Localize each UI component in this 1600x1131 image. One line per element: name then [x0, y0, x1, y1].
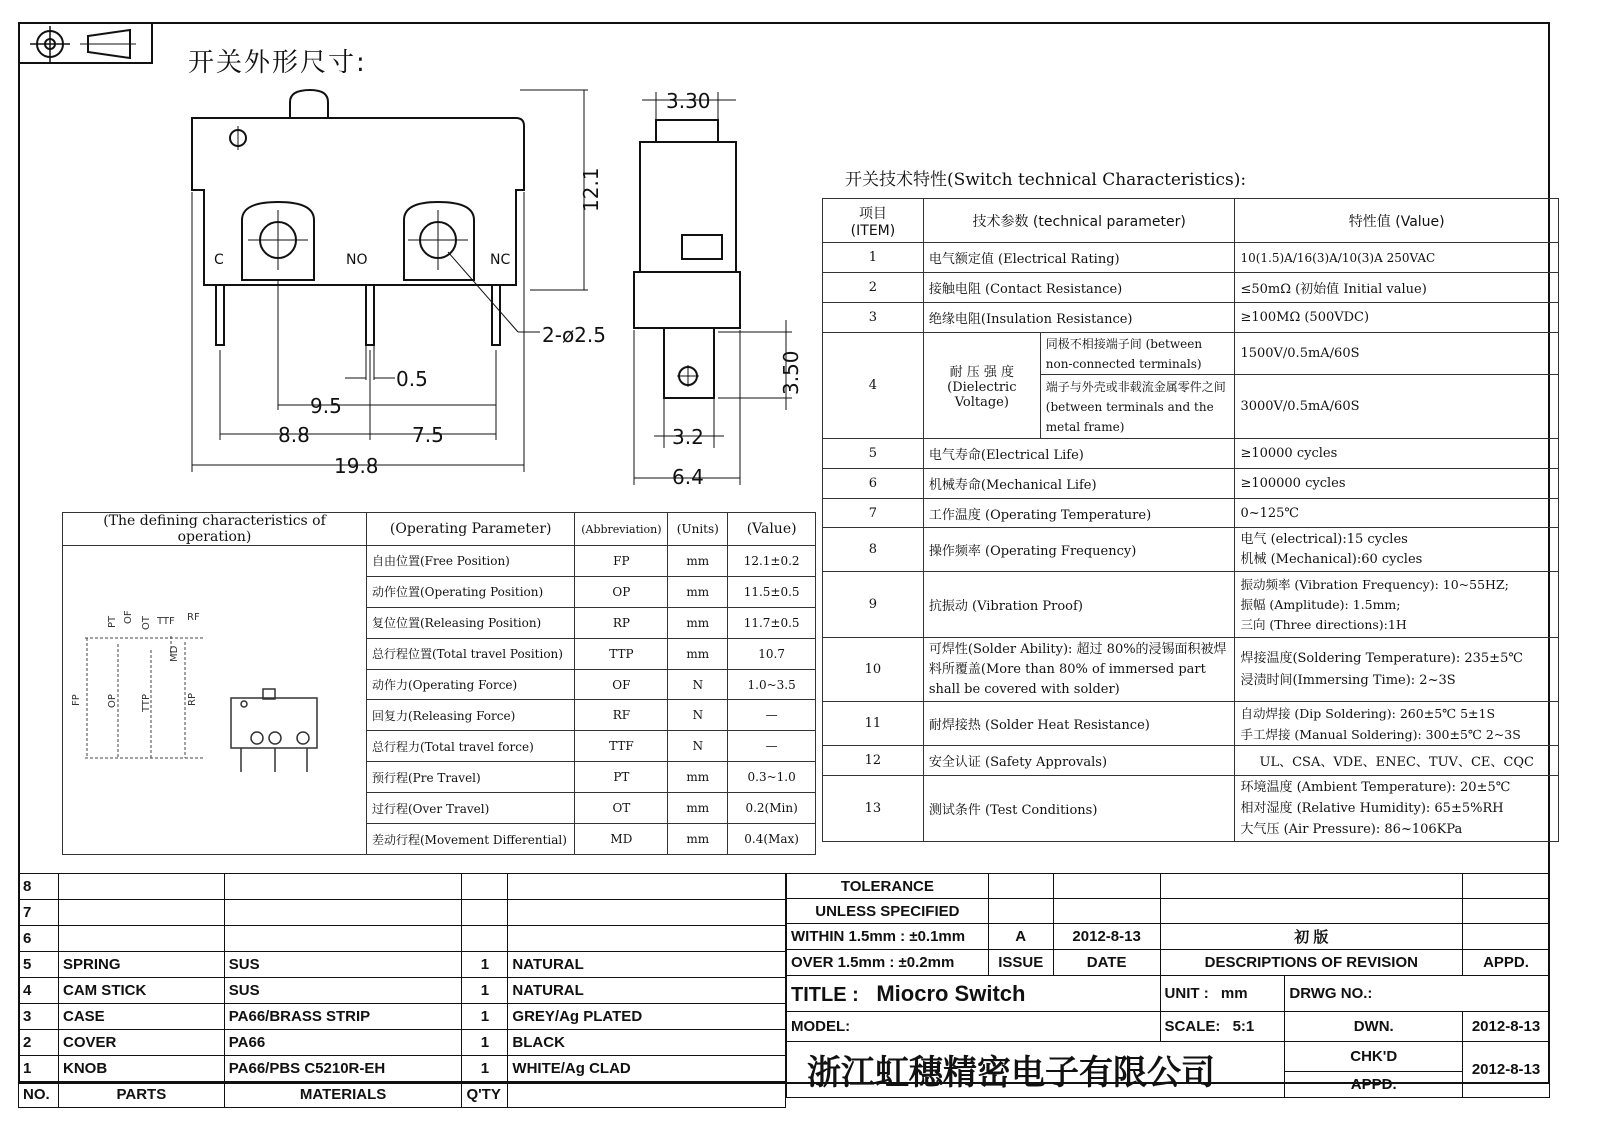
bom-material: PA66/BRASS STRIP	[224, 1004, 462, 1030]
op-row-abbr: RP	[575, 607, 668, 638]
bom-part: CASE	[58, 1004, 224, 1030]
op-header-value: (Value)	[728, 513, 816, 546]
tech-row-param: 耐 压 强 度 (Dielectric Voltage)	[923, 333, 1040, 439]
op-row-value: —	[728, 700, 816, 731]
header-date: DATE	[1053, 950, 1160, 976]
op-row-param: 复位位置(Releasing Position)	[367, 607, 575, 638]
op-row-param: 过行程(Over Travel)	[367, 793, 575, 824]
tech-row-value: ≥10000 cycles	[1235, 439, 1559, 469]
op-row-abbr: MD	[575, 824, 668, 855]
bom-finish	[508, 900, 786, 926]
bom-footer-qty: Q'TY	[462, 1082, 508, 1108]
tech-row-item: 8	[823, 528, 924, 572]
tech-row-item: 5	[823, 439, 924, 469]
bom-no: 2	[19, 1030, 59, 1056]
dim-hole: 2-ø2.5	[542, 323, 606, 347]
tech-row-value: ≥100000 cycles	[1235, 469, 1559, 499]
op-row-value: 1.0~3.5	[728, 669, 816, 700]
dim-9-5: 9.5	[310, 394, 342, 418]
tech-row-item: 12	[823, 746, 924, 776]
dim-3-2: 3.2	[672, 425, 704, 449]
dim-8-8: 8.8	[278, 423, 310, 447]
op-row-param: 自由位置(Free Position)	[367, 546, 575, 577]
title-label: TITLE :	[791, 983, 859, 1006]
bom-material: SUS	[224, 952, 462, 978]
tolerance-line-1: TOLERANCE	[787, 874, 989, 899]
bom-finish: WHITE/Ag CLAD	[508, 1056, 786, 1082]
bom-qty	[462, 900, 508, 926]
projection-icon	[18, 22, 153, 64]
dim-7-5: 7.5	[412, 423, 444, 447]
diagram-label-rp: RP	[187, 693, 198, 706]
op-row-param: 预行程(Pre Travel)	[367, 762, 575, 793]
bom-part	[58, 926, 224, 952]
dim-19-8: 19.8	[334, 454, 379, 478]
op-row-unit: mm	[668, 546, 728, 577]
tech-table	[822, 198, 1559, 842]
op-row-unit: N	[668, 669, 728, 700]
drawn-date: 2012-8-13	[1463, 1012, 1550, 1042]
op-row-abbr: FP	[575, 546, 668, 577]
diagram-label-ttp: TTP	[141, 693, 152, 712]
bom-qty: 1	[462, 952, 508, 978]
tolerance-line-3: WITHIN 1.5mm : ±0.1mm	[787, 924, 989, 950]
bom-part: COVER	[58, 1030, 224, 1056]
bom-footer-no: NO.	[19, 1082, 59, 1108]
bom-qty	[462, 874, 508, 900]
op-row-unit: mm	[668, 824, 728, 855]
op-row-unit: mm	[668, 793, 728, 824]
bom-qty: 1	[462, 1030, 508, 1056]
op-row-unit: N	[668, 700, 728, 731]
diagram-label-rf: RF	[187, 612, 200, 623]
scale-value: 5:1	[1232, 1018, 1255, 1035]
bom-qty: 1	[462, 978, 508, 1004]
op-row-unit: mm	[668, 576, 728, 607]
dim-0-5: 0.5	[396, 367, 428, 391]
tolerance-line-4: OVER 1.5mm : ±0.2mm	[787, 950, 989, 976]
op-row-abbr: TTP	[575, 638, 668, 669]
tech-row-item: 10	[823, 638, 924, 702]
tech-row-item: 7	[823, 499, 924, 528]
bom-part: KNOB	[58, 1056, 224, 1082]
diagram-label-op: OP	[107, 694, 118, 708]
tech-row-value: 1500V/0.5mA/60S	[1235, 333, 1559, 375]
terminal-no-label: NO	[346, 252, 368, 268]
op-row-abbr: RF	[575, 700, 668, 731]
op-row-unit: N	[668, 731, 728, 762]
page-title: 开关外形尺寸:	[188, 48, 367, 78]
bom-no: 3	[19, 1004, 59, 1030]
op-header-characteristics: (The defining characteristics of operation)	[63, 513, 367, 546]
diagram-label-fp: FP	[71, 694, 82, 706]
bom-material	[224, 926, 462, 952]
bom-finish: BLACK	[508, 1030, 786, 1056]
scale-label: SCALE:	[1164, 1018, 1221, 1035]
model-label: MODEL:	[787, 1012, 1161, 1042]
dim-3-30: 3.30	[666, 89, 711, 113]
bom-qty: 1	[462, 1056, 508, 1082]
operating-diagram	[63, 546, 366, 851]
bom-material	[224, 874, 462, 900]
bom-footer-materials: MATERIALS	[224, 1082, 462, 1108]
tech-row-value: 10(1.5)A/16(3)A/10(3)A 250VAC	[1235, 243, 1559, 273]
bom-finish: NATURAL	[508, 978, 786, 1004]
unit-label: UNIT :	[1164, 985, 1209, 1002]
company-name: 浙江虹穗精密电子有限公司	[787, 1042, 1285, 1098]
checked-label: CHK'D	[1285, 1042, 1463, 1072]
tech-row-param: 抗振动 (Vibration Proof)	[923, 572, 1235, 638]
op-row-abbr: TTF	[575, 731, 668, 762]
bom-finish	[508, 874, 786, 900]
tech-row-value: UL、CSA、VDE、ENEC、TUV、CE、CQC	[1235, 746, 1559, 776]
operating-table	[62, 512, 816, 855]
header-appd: APPD.	[1463, 950, 1550, 976]
checked-date: 2012-8-13	[1463, 1042, 1550, 1098]
op-row-param: 差动行程(Movement Differential)	[367, 824, 575, 855]
tech-row-param: 安全认证 (Safety Approvals)	[923, 746, 1235, 776]
tech-row-param: 绝缘电阻(Insulation Resistance)	[923, 303, 1235, 333]
tech-row-item: 6	[823, 469, 924, 499]
tolerance-line-2: UNLESS SPECIFIED	[787, 899, 989, 924]
tech-row-param: 可焊性(Solder Ability): 超过 80%的浸锡面积被焊料所覆盖(More than 80% of immersed part shall be covered with solder)	[923, 638, 1235, 702]
op-row-param: 回复力(Releasing Force)	[367, 700, 575, 731]
diagram-label-ot: OT	[141, 616, 152, 630]
bom-part	[58, 874, 224, 900]
op-header-units: (Units)	[668, 513, 728, 546]
tech-row-param: 测试条件 (Test Conditions)	[923, 776, 1235, 842]
tech-row-value: 自动焊接 (Dip Soldering): 260±5℃ 5±1S 手工焊接 (Manual Soldering): 300±5℃ 2~3S	[1235, 702, 1559, 746]
tech-row-param: 电气额定值 (Electrical Rating)	[923, 243, 1235, 273]
op-row-value: 12.1±0.2	[728, 546, 816, 577]
op-row-unit: mm	[668, 607, 728, 638]
tech-header-value: 特性值 (Value)	[1235, 199, 1559, 243]
bom-part: SPRING	[58, 952, 224, 978]
op-row-param: 总行程力(Total travel force)	[367, 731, 575, 762]
bom-no: 5	[19, 952, 59, 978]
tech-row-value: 焊接温度(Soldering Temperature): 235±5℃ 浸渍时间(Immersing Time): 2~3S	[1235, 638, 1559, 702]
revision-description: 初 版	[1160, 924, 1463, 950]
bom-footer-parts: PARTS	[58, 1082, 224, 1108]
tech-row-value: 电气 (electrical):15 cycles 机械 (Mechanical):60 cycles	[1235, 528, 1559, 572]
diagram-label-pt: PT	[107, 615, 118, 628]
op-row-value: 0.4(Max)	[728, 824, 816, 855]
tech-row-item: 11	[823, 702, 924, 746]
bom-qty: 1	[462, 1004, 508, 1030]
bom-no: 6	[19, 926, 59, 952]
dimension-drawing	[180, 80, 820, 490]
bom-part	[58, 900, 224, 926]
approved-label: APPD.	[1285, 1072, 1463, 1098]
op-row-param: 动作位置(Operating Position)	[367, 576, 575, 607]
op-row-param: 总行程位置(Total travel Position)	[367, 638, 575, 669]
bom-material: PA66	[224, 1030, 462, 1056]
op-row-unit: mm	[668, 762, 728, 793]
tech-row-value: ≥100MΩ (500VDC)	[1235, 303, 1559, 333]
tech-row-value: 振动频率 (Vibration Frequency): 10~55HZ; 振幅 (Amplitude): 1.5mm; 三向 (Three directions):1H	[1235, 572, 1559, 638]
tech-row-item: 2	[823, 273, 924, 303]
title-block	[786, 873, 1550, 1098]
tech-row-item: 9	[823, 572, 924, 638]
tech-row-param: 电气寿命(Electrical Life)	[923, 439, 1235, 469]
op-header-param: (Operating Parameter)	[367, 513, 575, 546]
dim-12-1: 12.1	[579, 167, 603, 212]
tech-header-item: 项目 (ITEM)	[823, 199, 924, 243]
bom-part: CAM STICK	[58, 978, 224, 1004]
tech-row-value: ≤50mΩ (初始值 Initial value)	[1235, 273, 1559, 303]
bom-no: 1	[19, 1056, 59, 1082]
tech-row-condition: 同极不相接端子间 (between non-connected terminals)	[1040, 333, 1235, 375]
tech-row-param: 操作频率 (Operating Frequency)	[923, 528, 1235, 572]
header-descriptions: DESCRIPTIONS OF REVISION	[1160, 950, 1463, 976]
tech-row-item: 4	[823, 333, 924, 439]
op-row-value: 10.7	[728, 638, 816, 669]
diagram-label-md: MD	[169, 645, 180, 662]
bom-material: PA66/PBS C5210R-EH	[224, 1056, 462, 1082]
bom-material	[224, 900, 462, 926]
tech-row-condition: 端子与外壳或非载流金属零件之间(between terminals and the metal frame)	[1040, 375, 1235, 439]
op-row-value: 11.7±0.5	[728, 607, 816, 638]
projection-symbol	[18, 22, 153, 64]
op-row-value: 11.5±0.5	[728, 576, 816, 607]
drawing-number-label: DRWG NO.:	[1285, 976, 1550, 1012]
dim-3-50: 3.50	[779, 350, 803, 395]
revision-date: 2012-8-13	[1053, 924, 1160, 950]
tech-row-param: 接触电阻 (Contact Resistance)	[923, 273, 1235, 303]
op-row-value: 0.3~1.0	[728, 762, 816, 793]
header-issue: ISSUE	[988, 950, 1053, 976]
tech-row-value: 3000V/0.5mA/60S	[1235, 375, 1559, 439]
tech-row-param: 机械寿命(Mechanical Life)	[923, 469, 1235, 499]
op-row-abbr: OP	[575, 576, 668, 607]
bom-no: 4	[19, 978, 59, 1004]
tech-section-title: 开关技术特性(Switch technical Characteristics):	[845, 170, 1247, 190]
revision-issue: A	[988, 924, 1053, 950]
op-header-abbr: (Abbreviation)	[575, 513, 668, 546]
op-row-param: 动作力(Operating Force)	[367, 669, 575, 700]
tech-row-param: 耐焊接热 (Solder Heat Resistance)	[923, 702, 1235, 746]
tech-row-item: 13	[823, 776, 924, 842]
terminal-c-label: C	[214, 252, 224, 268]
drawn-label: DWN.	[1285, 1012, 1463, 1042]
title-value: Miocro Switch	[876, 980, 1026, 1006]
bom-material: SUS	[224, 978, 462, 1004]
op-row-unit: mm	[668, 638, 728, 669]
op-row-value: 0.2(Min)	[728, 793, 816, 824]
op-row-value: —	[728, 731, 816, 762]
bom-finish: NATURAL	[508, 952, 786, 978]
tech-header-param: 技术参数 (technical parameter)	[923, 199, 1235, 243]
bom-finish: GREY/Ag PLATED	[508, 1004, 786, 1030]
diagram-label-ttf: TTF	[157, 616, 175, 627]
tech-row-item: 1	[823, 243, 924, 273]
diagram-label-of: OF	[123, 610, 134, 624]
bom-qty	[462, 926, 508, 952]
op-row-abbr: OF	[575, 669, 668, 700]
dim-6-4: 6.4	[672, 465, 704, 489]
op-diagram-cell	[63, 546, 367, 855]
unit-value: mm	[1220, 985, 1248, 1002]
op-row-abbr: OT	[575, 793, 668, 824]
tech-row-value: 环境温度 (Ambient Temperature): 20±5℃ 相对湿度 (Relative Humidity): 65±5%RH 大气压 (Air Pressure): 86~106KPa	[1235, 776, 1559, 842]
tech-row-param: 工作温度 (Operating Temperature)	[923, 499, 1235, 528]
op-row-abbr: PT	[575, 762, 668, 793]
terminal-nc-label: NC	[490, 252, 511, 268]
bom-finish	[508, 926, 786, 952]
bom-table	[18, 873, 786, 1108]
tech-row-value: 0~125℃	[1235, 499, 1559, 528]
bom-no: 8	[19, 874, 59, 900]
bom-no: 7	[19, 900, 59, 926]
tech-row-item: 3	[823, 303, 924, 333]
